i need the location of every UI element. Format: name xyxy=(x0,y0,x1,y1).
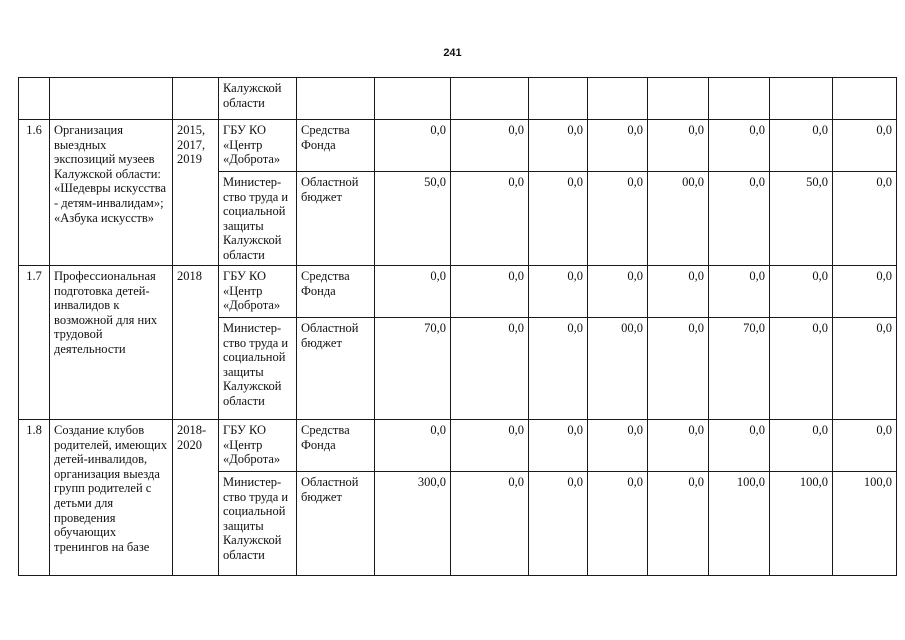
activity-years: 2018-2020 xyxy=(173,420,219,576)
funding-source-cell: Средства Фонда xyxy=(297,120,375,172)
amount-cell: 0,0 xyxy=(588,120,648,172)
amount-cell: 0,0 xyxy=(833,172,897,266)
funding-source-cell: Средства Фонда xyxy=(297,420,375,472)
funding-source-cell: Областной бюджет xyxy=(297,472,375,576)
amount-cell: 0,0 xyxy=(588,266,648,318)
executor-cell: Министер-ство труда и социальной защиты Калужской области xyxy=(219,472,297,576)
amount-cell: 50,0 xyxy=(375,172,451,266)
activity-number: 1.6 xyxy=(19,120,50,266)
amount-cell: 100,0 xyxy=(709,472,770,576)
amount-cell: 70,0 xyxy=(375,318,451,420)
amount-cell: 0,0 xyxy=(529,266,588,318)
years-cell xyxy=(173,78,219,120)
amount-cell: 0,0 xyxy=(588,420,648,472)
amount-cell: 0,0 xyxy=(451,120,529,172)
amount-cell: 0,0 xyxy=(833,318,897,420)
source-cell xyxy=(297,78,375,120)
amount-cell: 0,0 xyxy=(648,472,709,576)
number-cell xyxy=(19,78,50,120)
continuation-row xyxy=(19,78,897,120)
activity-name: Создание клубов родителей, имеющих детей-инвалидов, организация выезда групп родителей с детьми для проведения обучающих тренингов на базе xyxy=(50,420,173,576)
value-cell xyxy=(648,78,709,120)
funding-source-cell: Областной бюджет xyxy=(297,318,375,420)
amount-cell: 0,0 xyxy=(648,266,709,318)
amount-cell: 0,0 xyxy=(529,472,588,576)
amount-cell: 0,0 xyxy=(770,120,833,172)
amount-cell: 0,0 xyxy=(451,172,529,266)
amount-cell: 0,0 xyxy=(451,318,529,420)
amount-cell: 0,0 xyxy=(833,266,897,318)
amount-cell: 0,0 xyxy=(529,420,588,472)
amount-cell: 00,0 xyxy=(648,172,709,266)
executor-cell: ГБУ КО «Центр «Доброта» xyxy=(219,266,297,318)
executor-cell: ГБУ КО «Центр «Доброта» xyxy=(219,420,297,472)
amount-cell: 00,0 xyxy=(588,318,648,420)
funding-row xyxy=(19,420,897,472)
amount-cell: 0,0 xyxy=(648,318,709,420)
amount-cell: 70,0 xyxy=(709,318,770,420)
value-cell xyxy=(770,78,833,120)
amount-cell: 0,0 xyxy=(833,120,897,172)
amount-cell: 0,0 xyxy=(770,266,833,318)
amount-cell: 0,0 xyxy=(770,420,833,472)
amount-cell: 0,0 xyxy=(375,120,451,172)
amount-cell: 0,0 xyxy=(451,266,529,318)
activity-name-cell xyxy=(50,78,173,120)
activity-name: Профессиональная подготовка детей-инвалидов к возможной для них трудовой деятельности xyxy=(50,266,173,420)
page-number: 241 xyxy=(443,47,462,59)
executor-cell: Министер-ство труда и социальной защиты Калужской области xyxy=(219,318,297,420)
amount-cell: 0,0 xyxy=(648,120,709,172)
value-cell xyxy=(375,78,451,120)
amount-cell: 0,0 xyxy=(588,472,648,576)
activity-years: 2018 xyxy=(173,266,219,420)
amount-cell: 0,0 xyxy=(375,266,451,318)
amount-cell: 0,0 xyxy=(833,420,897,472)
amount-cell: 0,0 xyxy=(709,420,770,472)
value-cell xyxy=(529,78,588,120)
funding-source-cell: Областной бюджет xyxy=(297,172,375,266)
executor-cell: Министер-ство труда и социальной защиты Калужской области xyxy=(219,172,297,266)
activity-years: 2015, 2017, 2019 xyxy=(173,120,219,266)
funding-row xyxy=(19,266,897,318)
amount-cell: 100,0 xyxy=(833,472,897,576)
amount-cell: 0,0 xyxy=(529,172,588,266)
amount-cell: 0,0 xyxy=(770,318,833,420)
value-cell xyxy=(588,78,648,120)
funding-row xyxy=(19,120,897,172)
amount-cell: 0,0 xyxy=(529,318,588,420)
amount-cell: 0,0 xyxy=(709,266,770,318)
amount-cell: 50,0 xyxy=(770,172,833,266)
funding-source-cell: Средства Фонда xyxy=(297,266,375,318)
value-cell xyxy=(709,78,770,120)
activity-name: Организация выездных экспозиций музеев Калужской области: «Шедевры искусства - детям-инвалидам»; «Азбука искусств» xyxy=(50,120,173,266)
activity-number: 1.7 xyxy=(19,266,50,420)
amount-cell: 0,0 xyxy=(588,172,648,266)
amount-cell: 0,0 xyxy=(709,172,770,266)
amount-cell: 0,0 xyxy=(529,120,588,172)
amount-cell: 0,0 xyxy=(648,420,709,472)
amount-cell: 0,0 xyxy=(375,420,451,472)
executor-cell: ГБУ КО «Центр «Доброта» xyxy=(219,120,297,172)
value-cell xyxy=(451,78,529,120)
amount-cell: 0,0 xyxy=(451,420,529,472)
amount-cell: 0,0 xyxy=(709,120,770,172)
amount-cell: 300,0 xyxy=(375,472,451,576)
amount-cell: 0,0 xyxy=(451,472,529,576)
activity-number: 1.8 xyxy=(19,420,50,576)
value-cell xyxy=(833,78,897,120)
executor-cell: Калужской области xyxy=(219,78,297,120)
activities-budget-table xyxy=(18,77,897,576)
amount-cell: 100,0 xyxy=(770,472,833,576)
